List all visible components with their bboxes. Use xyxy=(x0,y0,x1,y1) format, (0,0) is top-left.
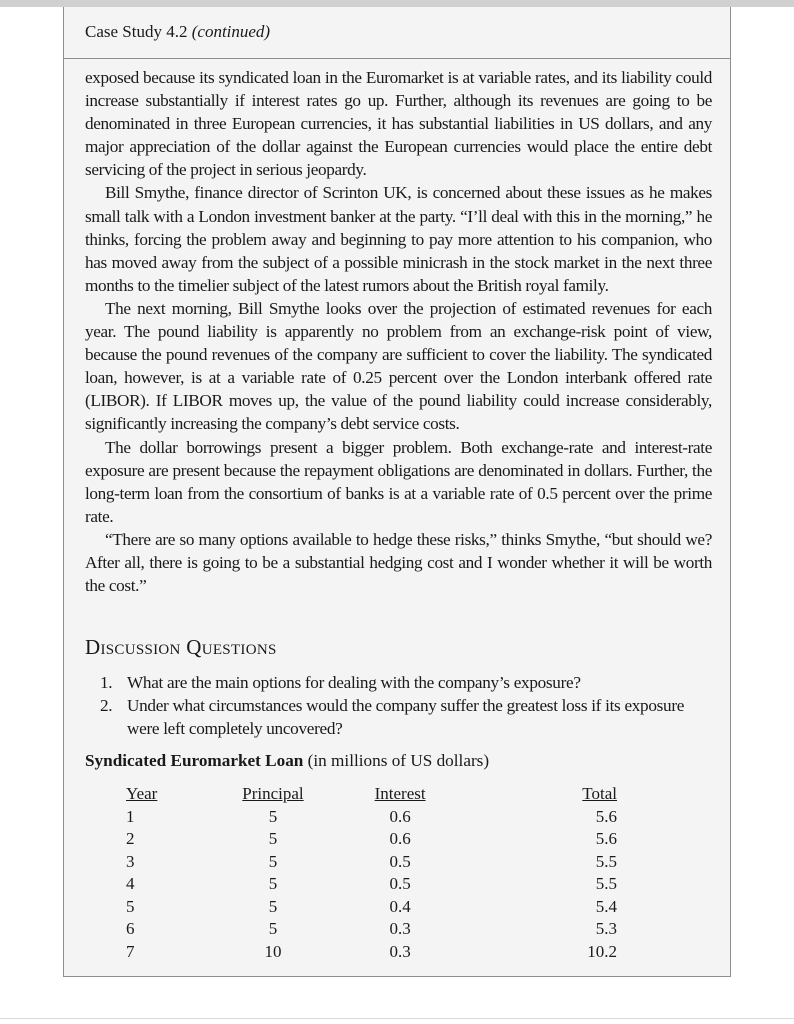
cell-total: 5.4 xyxy=(595,896,617,916)
cell-principal: 5 xyxy=(268,829,278,849)
top-edge-bar xyxy=(0,0,794,7)
cell-year: 7 xyxy=(126,941,135,961)
table-row xyxy=(85,873,712,896)
cell-year: 3 xyxy=(126,851,135,871)
table-row xyxy=(85,941,712,964)
paragraph: The dollar borrowings present a bigger problem. Both exchange-rate and interest-rate exposure are present because the repayment obligations are denominated in dollars. Further, the long-term loan from the consortium of banks is at a variable rate of 0.5 percent over the prime rate. xyxy=(85,437,712,526)
loan-table-title-units: (in millions of US dollars) xyxy=(307,751,490,770)
cell-principal: 10 xyxy=(264,941,282,961)
table-row xyxy=(85,851,712,874)
discussion-questions-heading: Discussion Questions xyxy=(85,635,277,659)
question-number: 2. xyxy=(100,696,113,716)
discussion-question xyxy=(100,694,712,740)
cell-year: 1 xyxy=(126,806,135,826)
paragraph: The next morning, Bill Smythe looks over the projection of estimated revenues for each year. The pound liability is apparently no problem from an exchange-risk point of view, because the pound revenues of the company are sufficient to cover the liability. The syndicated loan, however, is at a variable rate of 0.25 percent over the London interbank offered rate (LIBOR). If LIBOR moves up, the value of the pound liability could increase considerably, significantly increasing the company’s debt service costs. xyxy=(85,298,712,434)
cell-total: 10.2 xyxy=(587,941,617,961)
cell-total: 5.5 xyxy=(595,874,617,894)
case-study-body xyxy=(85,66,712,597)
cell-interest: 0.3 xyxy=(389,919,411,939)
cell-total: 5.6 xyxy=(595,829,617,849)
column-header-year: Year xyxy=(126,784,158,804)
table-row xyxy=(85,828,712,851)
table-row xyxy=(85,806,712,829)
paragraph: exposed because its syndicated loan in the Euromarket is at variable rates, and its liability could increase substantially if interest rates go up. Further, although its revenues are going to be denominated in three European currencies, it has substantial liabilities in US dollars, and any major appreciation of the dollar against the European currencies would place the entire debt servicing of the project in serious jeopardy. xyxy=(85,68,712,180)
cell-principal: 5 xyxy=(268,896,278,916)
cell-year: 4 xyxy=(126,874,135,894)
cell-interest: 0.5 xyxy=(389,851,411,871)
question-text: What are the main options for dealing with the company’s exposure? xyxy=(127,673,581,692)
cell-total: 5.6 xyxy=(595,806,617,826)
column-header-total: Total xyxy=(582,784,617,804)
cell-principal: 5 xyxy=(268,874,278,894)
cell-total: 5.3 xyxy=(595,919,617,939)
cell-interest: 0.5 xyxy=(389,874,411,894)
loan-table-title xyxy=(85,749,489,772)
header-divider xyxy=(63,58,731,59)
paragraph: “There are so many options available to hedge these risks,” thinks Smythe, “but should we? After all, there is going to be a substantial hedging cost and I wonder whether it will be worth the cost.” xyxy=(85,529,712,596)
case-study-header xyxy=(85,22,270,42)
cell-interest: 0.4 xyxy=(389,896,411,916)
table-row xyxy=(85,918,712,941)
page-bottom-edge xyxy=(0,1018,794,1019)
question-text: Under what circumstances would the company suffer the greatest loss if its exposure were left completely uncovered? xyxy=(127,696,685,739)
cell-interest: 0.6 xyxy=(389,829,411,849)
cell-interest: 0.3 xyxy=(389,941,411,961)
continued-label: (continued) xyxy=(191,22,271,41)
loan-table-title-bold: Syndicated Euromarket Loan xyxy=(85,751,304,770)
cell-year: 6 xyxy=(126,919,135,939)
table-header-row xyxy=(85,783,712,806)
discussion-question xyxy=(100,671,712,694)
cell-total: 5.5 xyxy=(595,851,617,871)
discussion-question-list xyxy=(100,671,712,740)
table-row xyxy=(85,896,712,919)
question-number: 1. xyxy=(100,673,113,692)
paragraph: Bill Smythe, finance director of Scrinton UK, is concerned about these issues as he makes small talk with a London investment banker at the party. “I’ll deal with this in the morning,” he thinks, forcing the problem away and beginning to pay more attention to his companion, who has moved away from the subject of a possible minicrash in the stock market in the next three months to the timelier subject of the latest rumors about the British royal family. xyxy=(85,183,712,295)
case-study-title: Case Study 4.2 xyxy=(85,22,188,41)
cell-principal: 5 xyxy=(268,806,278,826)
cell-interest: 0.6 xyxy=(389,806,411,826)
cell-year: 5 xyxy=(126,896,135,916)
cell-principal: 5 xyxy=(268,851,278,871)
column-header-interest: Interest xyxy=(374,784,426,804)
column-header-principal: Principal xyxy=(242,784,304,804)
loan-table xyxy=(85,783,712,963)
cell-year: 2 xyxy=(126,829,135,849)
cell-principal: 5 xyxy=(268,919,278,939)
